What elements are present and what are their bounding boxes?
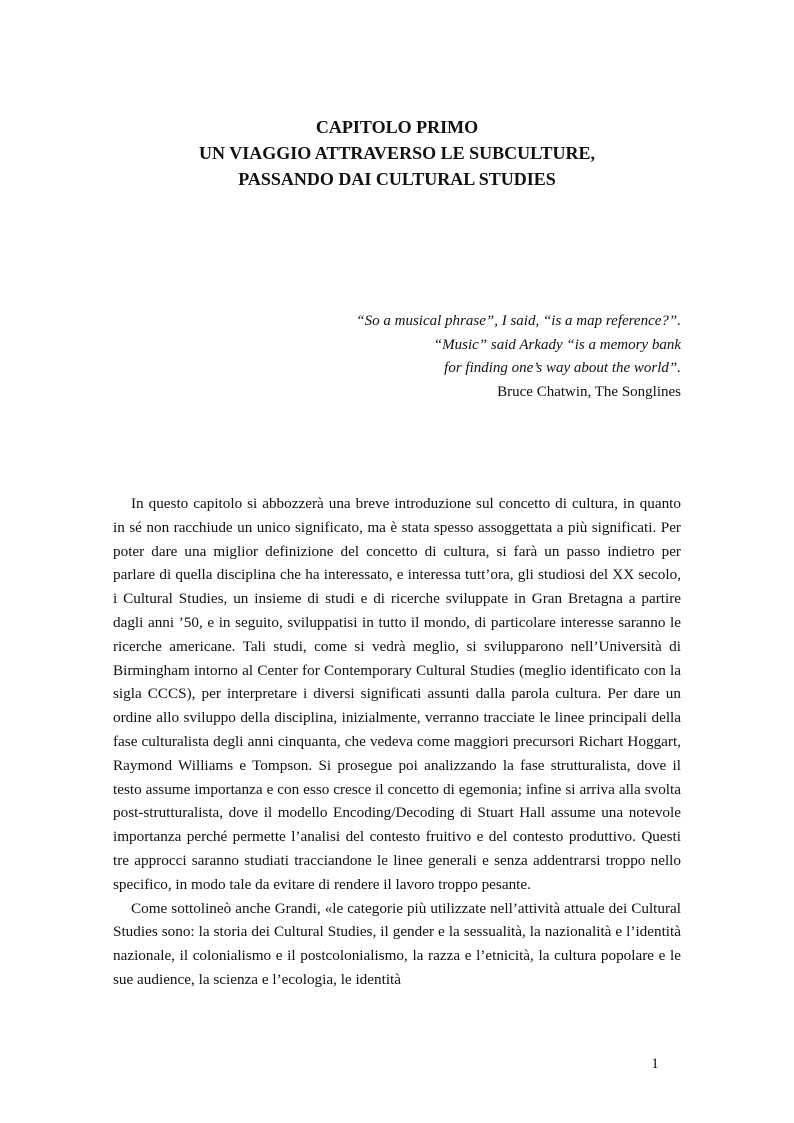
epigraph-quote-line: “Music” said Arkady “is a memory bank bbox=[433, 336, 681, 353]
chapter-title-line: PASSANDO DAI CULTURAL STUDIES bbox=[238, 169, 556, 189]
epigraph-quote-line: “So a musical phrase”, I said, “is a map reference?”. bbox=[356, 313, 681, 329]
body-paragraph: In questo capitolo si abbozzerà una breve introduzione sul concetto di cultura, in quanto in sé non racchiude un unico significato, ma è stata spesso assoggettata a più significati. Per poter dare una miglior definizione del concetto di cultura, si farà un passo indietro per parlare di quella disciplina che ha interessato, e interessa tutt’ora, gli studiosi del XX secolo, i Cultural Studies, un insieme di studi e di ricerche sviluppate in Gran Bretagna a partire dagli anni ’50, e in seguito, sviluppatisi in tutto il mondo, di particolare interesse saranno le ricerche americane. Tali studi, come si vedrà meglio, si svilupparono nell’Università di Birmingham intorno al Center for Contemporary Cultural Studies (meglio identificato con la sigla CCCS), per interpretare i diversi significati assunti dalla parola cultura. Per dare un ordine allo sviluppo della disciplina, inizialmente, verranno tracciate le linee principali della fase culturalista degli anni cinquanta, che vedeva come maggiori precursori Richart Hoggart, Raymond Williams e Tompson. Si prosegue poi analizzando la fase strutturalista, dove il testo assume importanza e con esso cresce il concetto di egemonia; infine si arriva alla svolta post-strutturalista, dove il modello Encoding/Decoding di Stuart Hall assume una notevole importanza perché permette l’analisi del contesto fruitivo e del contesto produttivo. Questi tre approcci saranno studiati tracciandone le linee generali e senza addentrarsi troppo nello specifico, in modo tale da evitare di rendere il lavoro troppo pesante. bbox=[113, 495, 681, 893]
chapter-title-line: CAPITOLO PRIMO bbox=[315, 117, 479, 137]
page-number: 1 bbox=[651, 1056, 659, 1072]
epigraph-attribution: Bruce Chatwin, The Songlines bbox=[497, 383, 681, 400]
body-paragraph: Come sottolineò anche Grandi, «le categorie più utilizzate nell’attività attuale dei Cultural Studies sono: la storia dei Cultural Studies, il gender e la sessualità, la nazionalità e l’identità nazionale, il colonialismo e il postcolonialismo, la razza e l’etnicità, la cultura popolare e le sue audience, la scienza e l’ecologia, le identità bbox=[113, 899, 681, 988]
chapter-title-line: UN VIAGGIO ATTRAVERSO LE SUBCULTURE, bbox=[199, 143, 595, 163]
chapter-title bbox=[0, 114, 794, 192]
epigraph bbox=[356, 310, 681, 404]
body-text bbox=[113, 492, 681, 992]
epigraph-quote-line: for finding one’s way about the world”. bbox=[444, 360, 681, 376]
